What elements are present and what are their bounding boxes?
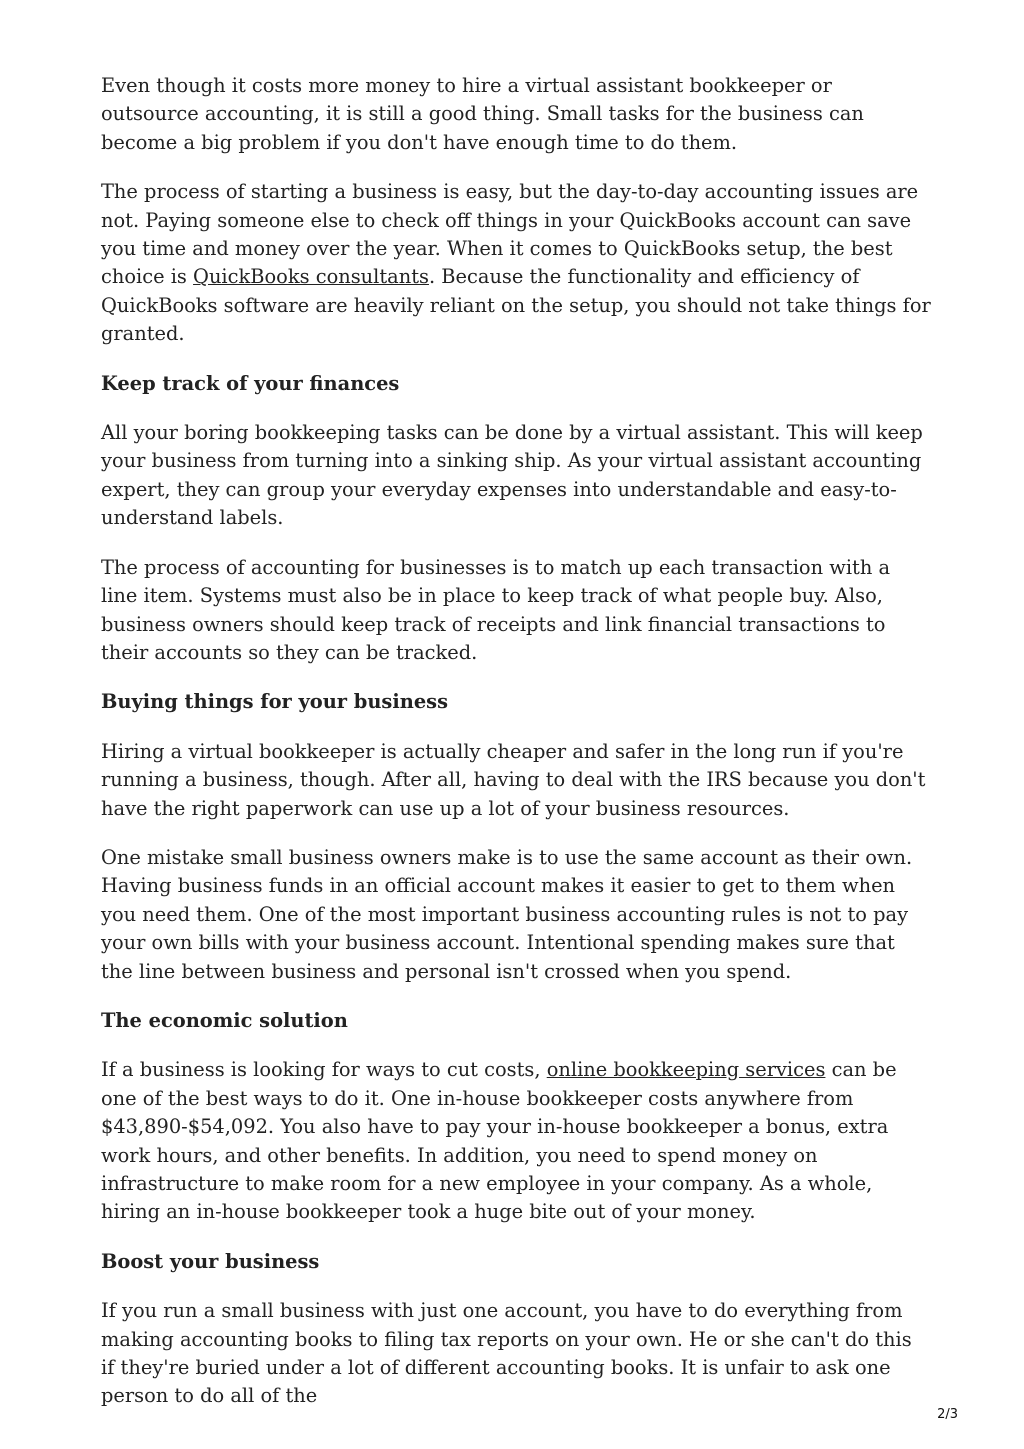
heading-economic-solution: The economic solution	[101, 1008, 348, 1032]
paragraph-accounting-process: The process of accounting for businesses is to match up each transaction with a line item. Systems must also be in place to keep track of what people buy. Also, business owners should keep track of receipts and link financial transactions to their accounts so they can be tracked.	[101, 555, 891, 664]
heading-buying-things: Buying things for your business	[101, 690, 448, 714]
paragraph-quickbooks-setup	[101, 178, 931, 348]
online-bookkeeping-services-link[interactable]: online bookkeeping services	[546, 1058, 826, 1082]
heading-boost-business: Boost your business	[101, 1249, 320, 1273]
article-body	[101, 72, 931, 1432]
paragraph-text: . Because the functionality and efficiency of QuickBooks software are heavily reliant on the setup, you should not take things for granted.	[101, 265, 931, 346]
paragraph-virtual-assistant: All your boring bookkeeping tasks can be done by a virtual assistant. This will keep your business from turning into a sinking ship. As your virtual assistant accounting expert, they can group your everyday expenses into understandable and easy-to-understand labels.	[101, 421, 923, 530]
paragraph-cut-costs	[101, 1056, 931, 1226]
paragraph-text: The process of starting a business is easy, but the day-to-day accounting issues are not. Paying someone else to check off things in your QuickBooks account can save you time and money over the year. When it comes to QuickBooks setup, the best choice is	[101, 180, 919, 289]
paragraph-small-business: If you run a small business with just one account, you have to do everything from making accounting books to filing tax reports on your own. He or she can't do this if they're buried under a lot of different accounting books. It is unfair to ask one person to do all of the	[101, 1299, 912, 1408]
heading-keep-track-finances: Keep track of your finances	[101, 371, 400, 395]
quickbooks-consultants-link[interactable]: QuickBooks consultants	[193, 265, 429, 289]
paragraph-text: can be one of the best ways to do it. One in-house bookkeeper costs anywhere from $43,890-$54,092. You also have to pay your in-house bookkeeper a bonus, extra work hours, and other benefits. In addition, you need to spend money on infrastructure to make room for a new employee in your company. As a whole, hiring an in-house bookkeeper took a huge bite out of your money.	[101, 1058, 897, 1224]
paragraph-account-mistake: One mistake small business owners make is to use the same account as their own. Having business funds in an official account makes it easier to get to them when you need them. One of the most important business accounting rules is not to pay your own bills with your business account. Intentional spending makes sure that the line between business and personal isn't crossed when you spend.	[101, 845, 913, 983]
page-number: 2/3	[937, 1407, 958, 1422]
paragraph-intro: Even though it costs more money to hire a virtual assistant bookkeeper or outsource accounting, it is still a good thing. Small tasks for the business can become a big problem if you don't have enough time to do them.	[101, 74, 864, 154]
paragraph-virtual-bookkeeper: Hiring a virtual bookkeeper is actually cheaper and safer in the long run if you're running a business, though. After all, having to deal with the IRS because you don't have the right paperwork can use up a lot of your business resources.	[101, 739, 926, 820]
paragraph-text: If a business is looking for ways to cut costs,	[101, 1058, 547, 1082]
